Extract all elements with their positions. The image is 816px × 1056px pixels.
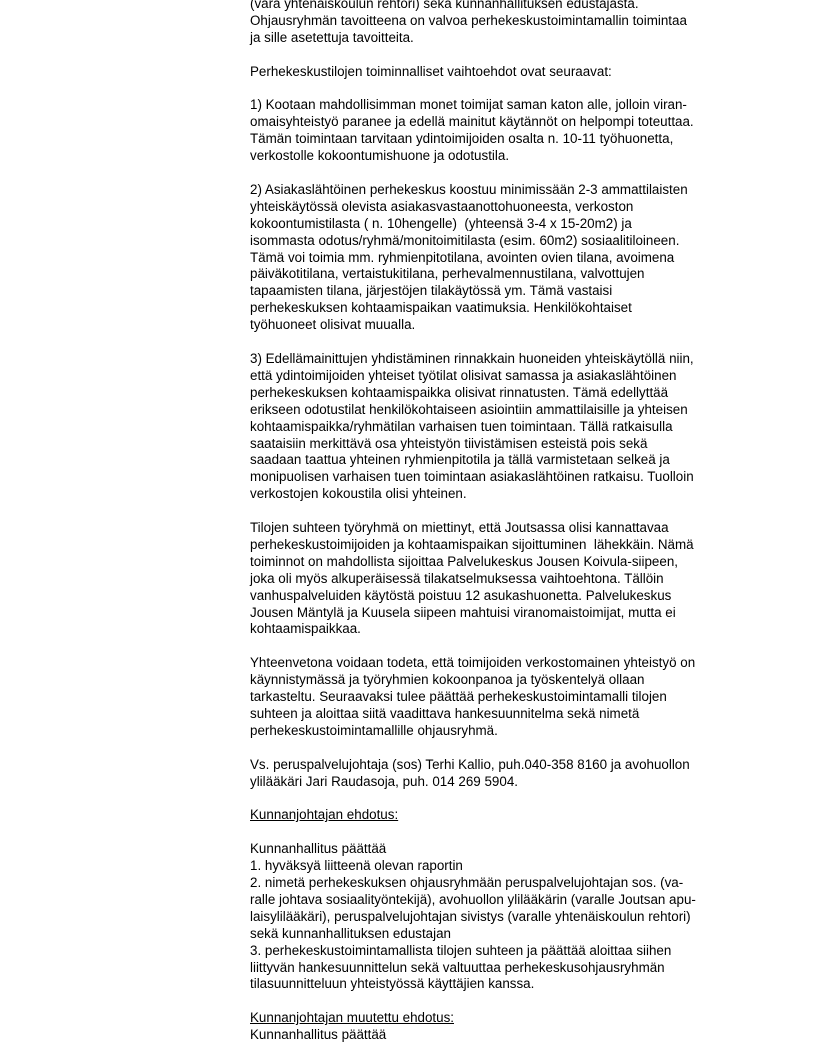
text-line: Tilojen suhteen työryhmä on miettinyt, että Joutsassa olisi kannattavaa <box>250 520 669 536</box>
text-line: Yhteenvetona voidaan todeta, että toimijoiden verkostomainen yhteistyö on <box>250 655 696 671</box>
text-line: 3) Edellämainittujen yhdistäminen rinnakkain huoneiden yhteiskäytöllä niin, <box>250 350 694 366</box>
text-line: saataisiin merkittävä osa yhteistyön tiivistämisen esteistä pois sekä <box>250 435 648 451</box>
text-line: kohtaamispaikka/ryhmätilan varhaisen tuen toimintaan. Tällä ratkaisulla <box>250 418 673 434</box>
text-line: omaisyhteistyö paranee ja edellä mainitut käytännöt on helpompi toteuttaa. <box>250 114 694 130</box>
text-line: Tämä voi toimia mm. ryhmienpitotilana, avointen ovien tilana, avoimena <box>250 249 675 265</box>
proposal-line: 1. hyväksyä liitteenä olevan raportin <box>250 858 463 874</box>
text-line: että ydintoimijoiden yhteiset työtilat olisivat samassa ja asiakaslähtöinen <box>250 367 677 383</box>
modified-proposal-block <box>250 1010 750 1044</box>
text-line: isommasta odotus/ryhmä/monitoimitilasta (esim. 60m2) sosiaalitiloineen. <box>250 232 680 248</box>
proposal-body <box>250 841 750 993</box>
paragraph-premises <box>250 520 750 638</box>
text-line: saadaan taattua yhteinen ryhmienpitotila ja tällä varmistetaan selkeä ja <box>250 452 670 468</box>
text-line: verkostojen kokoustila olisi yhteinen. <box>250 486 467 502</box>
text-line: yhteiskäytössä olevista asiakasvastaanottohuoneesta, verkoston <box>250 198 634 214</box>
modified-proposal-line: Kunnanhallitus päättää <box>250 1027 387 1043</box>
proposal-line: Kunnanhallitus päättää <box>250 841 387 857</box>
text-line: perhekeskuksen kohtaamispaikka olisivat rinnatusten. Tämä edellyttää <box>250 384 669 400</box>
text-line: työhuoneet olisivat muualla. <box>250 317 416 333</box>
proposal-line: 2. nimetä perhekeskuksen ohjausryhmään peruspalvelujohtajan sos. (va- <box>250 874 684 890</box>
proposal-line: ralle johtava sosiaalityöntekijä), avohuollon ylilääkärin (varalle Joutsan apu- <box>250 891 696 907</box>
proposal-heading-block <box>250 807 750 824</box>
paragraph-option-3 <box>250 351 750 503</box>
paragraph-alternatives-intro <box>250 64 750 81</box>
text-line: suhteen ja aloittaa siitä vaadittava hankesuunnitelma sekä nimetä <box>250 705 640 721</box>
text-line: päiväkotitilana, vertaistukitilana, perhevalmennustilana, valvottujen <box>250 266 645 282</box>
text-line: ja sille asetettuja tavoitteita. <box>250 29 414 45</box>
paragraph-option-1 <box>250 97 750 165</box>
text-line: tarkasteltu. Seuraavaksi tulee päättää perhekeskustoimintamalli tilojen <box>250 689 667 705</box>
text-line: toiminnot on mahdollista sijoittaa Palvelukeskus Jousen Koivula-siipeen, <box>250 553 678 569</box>
text-line: Perhekeskustilojen toiminnalliset vaihtoehdot ovat seuraavat: <box>250 63 612 79</box>
text-line: käynnistymässä ja työryhmien kokoonpanoa ja työskentelyä ollaan <box>250 672 645 688</box>
text-line: Vs. peruspalvelujohtaja (sos) Terhi Kallio, puh.040-358 8160 ja avohuollon <box>250 756 690 772</box>
paragraph-option-2 <box>250 182 750 334</box>
text-line: perhekeskustoimintamallille ohjausryhmä. <box>250 722 498 738</box>
paragraph-contacts <box>250 757 750 791</box>
proposal-line: 3. perhekeskustoimintamallista tilojen suhteen ja päättää aloittaa siihen <box>250 942 672 958</box>
text-line: (vara yhtenäiskoulun rehtori) sekä kunnanhallituksen edustajasta. <box>250 0 639 11</box>
proposal-line: liittyvän hankesuunnittelun sekä valtuuttaa perhekeskusohjausryhmän <box>250 959 665 975</box>
proposal-line: laisylilääkäri), peruspalvelujohtajan sivistys (varalle yhtenäiskoulun rehtori) <box>250 908 691 924</box>
text-line: erikseen odotustilat henkilökohtaiseen asiointiin ammattilaisille ja yhteisen <box>250 401 688 417</box>
text-line: perhekeskuksen kohtaamispaikan vaatimuksia. Henkilökohtaiset <box>250 300 632 316</box>
text-line: 1) Kootaan mahdollisimman monet toimijat saman katon alle, jolloin viran- <box>250 97 687 113</box>
text-line: verkostolle kokoontumishuone ja odotustila. <box>250 148 510 164</box>
proposal-heading: Kunnanjohtajan ehdotus: <box>250 807 399 823</box>
proposal-line: tilasuunnitteluun yhteistyössä käyttäjien kanssa. <box>250 976 535 992</box>
text-line: Jousen Mäntylä ja Kuusela siipeen mahtuisi viranomaistoimijat, mutta ei <box>250 604 676 620</box>
text-line: tapaamisten tilana, järjestöjen tilakäytössä ym. Tämä vastaisi <box>250 283 613 299</box>
text-line: ylilääkäri Jari Raudasoja, puh. 014 269 5904. <box>250 773 518 789</box>
text-line: monipuolisen varhaisen tuen toimintaan asiakaslähtöinen ratkaisu. Tuolloin <box>250 469 694 485</box>
proposal-line: sekä kunnanhallituksen edustajan <box>250 925 452 941</box>
text-line: kohtaamispaikkaa. <box>250 621 361 637</box>
modified-proposal-heading: Kunnanjohtajan muutettu ehdotus: <box>250 1010 454 1026</box>
text-line: vanhuspalveluiden käytöstä poistuu 12 asukashuonetta. Palvelukeskus <box>250 587 672 603</box>
text-line: perhekeskustoimijoiden ja kohtaamispaikan sijoittuminen lähekkäin. Nämä <box>250 536 694 552</box>
paragraph-steering-group <box>250 0 750 47</box>
document-page <box>250 0 750 1044</box>
paragraph-summary <box>250 655 750 740</box>
text-line: Ohjausryhmän tavoitteena on valvoa perhekeskustoimintamallin toimintaa <box>250 12 687 28</box>
text-line: joka oli myös alkuperäisessä tilakatselmuksessa vaihtoehtona. Tällöin <box>250 570 664 586</box>
text-line: 2) Asiakaslähtöinen perhekeskus koostuu minimissään 2-3 ammattilaisten <box>250 181 688 197</box>
text-line: Tämän toimintaan tarvitaan ydintoimijoiden osalta n. 10-11 työhuonetta, <box>250 131 674 147</box>
text-line: kokoontumistilasta ( n. 10hengelle) (yhteensä 3-4 x 15-20m2) ja <box>250 215 632 231</box>
